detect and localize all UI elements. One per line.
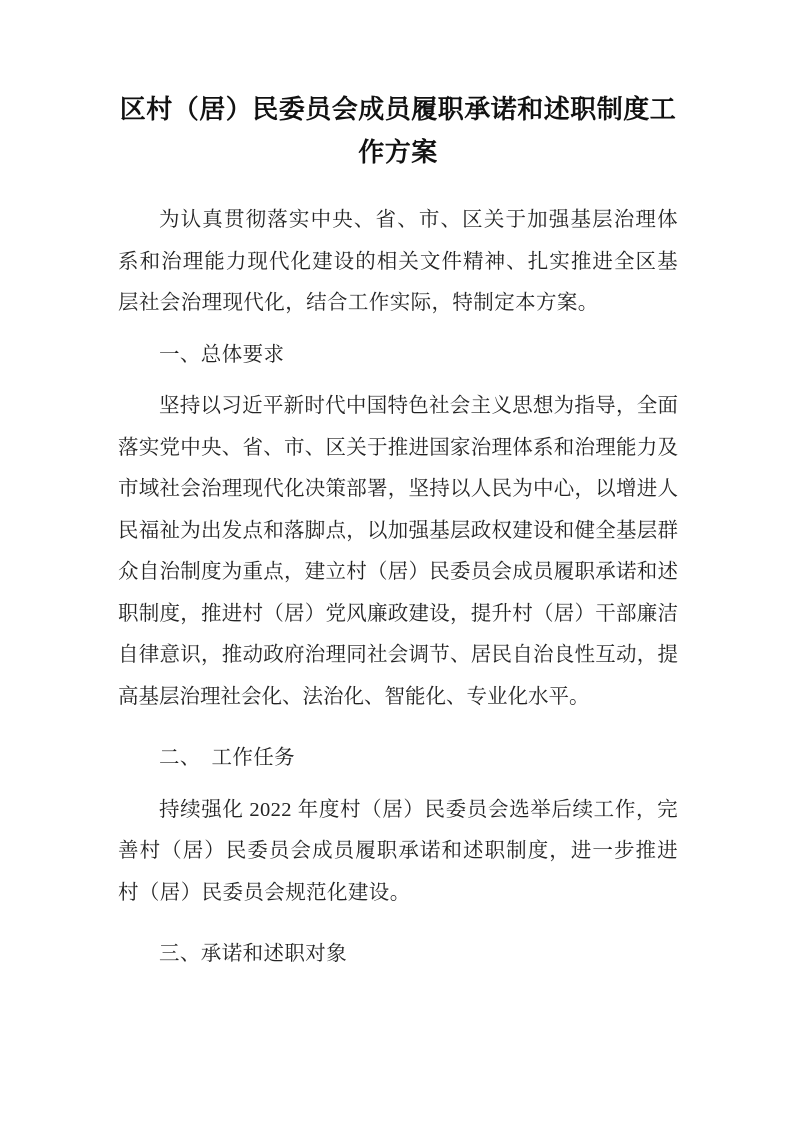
spacer [118, 718, 678, 738]
section-two [118, 738, 678, 914]
section-one-heading: 一、总体要求 [159, 343, 285, 366]
spacer [118, 376, 678, 386]
document-body [118, 0, 678, 976]
intro-paragraph: 为认真贯彻落实中央、省、市、区关于加强基层治理体系和治理能力现代化建设的相关文件精神、扎实推进全区基层社会治理现代化，结合工作实际，特制定本方案。 [118, 209, 678, 314]
section-one [118, 335, 678, 719]
document-title: 区村（居）民委员会成员履职承诺和述职制度工作方案 [119, 94, 677, 167]
section-two-paragraph: 持续强化 2022 年度村（居）民委员会选举后续工作，完善村（居）民委员会成员履职承诺和述职制度，进一步推进村（居）民委员会规范化建设。 [118, 798, 678, 904]
section-one-paragraph: 坚持以习近平新时代中国特色社会主义思想为指导，全面落实党中央、省、市、区关于推进国家治理体系和治理能力及市域社会治理现代化决策部署，坚持以人民为中心，以增进人民福祉为出发点和落脚点，以加强基层政权建设和健全基层群众自治制度为重点，建立村（居）民委员会成员履职承诺和述职制度，推进村（居）党风廉政建设，提升村（居）干部廉洁自律意识，推动政府治理同社会调节、居民自治良性互动，提高基层治理社会化、法治化、智能化、专业化水平。 [118, 395, 678, 708]
section-two-heading: 二、 工作任务 [159, 747, 296, 769]
section-three-heading: 三、承诺和述职对象 [159, 943, 348, 965]
spacer [118, 914, 678, 934]
section-three [118, 934, 678, 976]
spacer [118, 325, 678, 335]
spacer [118, 780, 678, 790]
intro-section [118, 174, 678, 325]
